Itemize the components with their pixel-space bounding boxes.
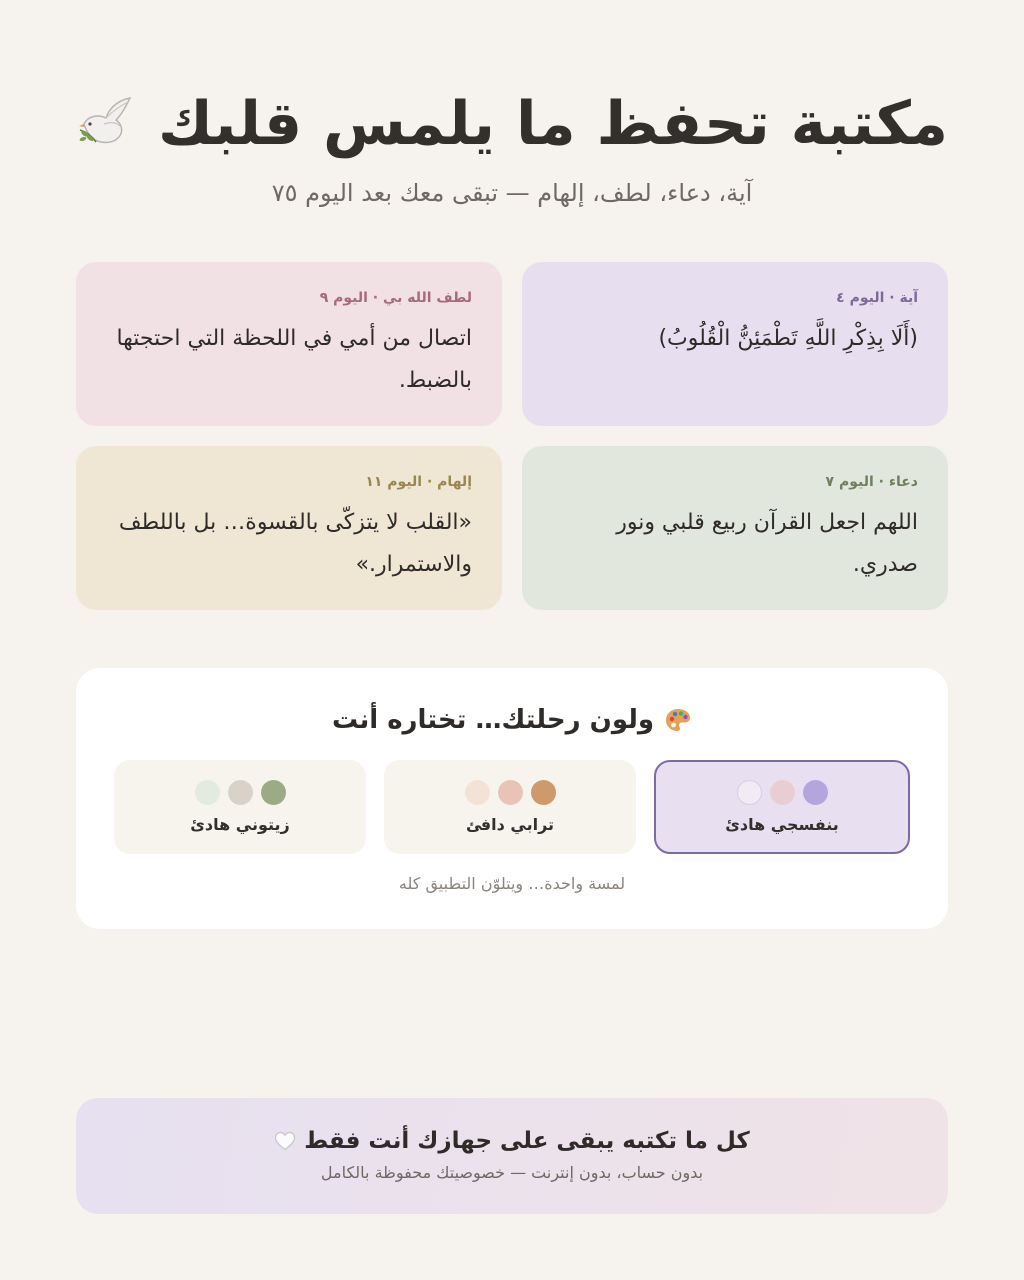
swatch-light bbox=[195, 780, 220, 805]
theme-picker-title-row bbox=[76, 702, 948, 738]
saved-card-verse[interactable] bbox=[522, 262, 948, 426]
dove-icon bbox=[76, 94, 136, 154]
palette-icon bbox=[664, 706, 692, 734]
swatch-light bbox=[737, 780, 762, 805]
theme-option-earthy[interactable] bbox=[384, 760, 636, 854]
page-title: مكتبة تحفظ ما يلمس قلبك bbox=[157, 89, 949, 159]
saved-items-grid bbox=[76, 262, 948, 610]
white-heart-icon bbox=[274, 1131, 296, 1151]
color-swatches bbox=[465, 780, 556, 805]
card-tag: إلهام · اليوم ١١ bbox=[365, 474, 472, 490]
saved-card-dua[interactable] bbox=[522, 446, 948, 610]
theme-option-label: ترابي دافئ bbox=[465, 814, 555, 834]
theme-option-label: زيتوني هادئ bbox=[190, 814, 290, 834]
privacy-title-row bbox=[76, 1126, 948, 1156]
theme-picker-hint: لمسة واحدة… ويتلوّن التطبيق كله bbox=[398, 874, 626, 893]
swatch-light bbox=[465, 780, 490, 805]
color-swatches bbox=[737, 780, 828, 805]
swatch-dark bbox=[531, 780, 556, 805]
card-body: «القلب لا يتزكّى بالقسوة… بل باللطف والاستمرار.» bbox=[118, 510, 472, 577]
card-tag: دعاء · اليوم ٧ bbox=[825, 474, 918, 490]
privacy-banner bbox=[76, 1098, 948, 1214]
swatch-mid bbox=[770, 780, 795, 805]
page-subtitle: آية، دعاء، لطف، إلهام — تبقى معك بعد اليوم ٧٥ bbox=[271, 179, 753, 207]
swatch-mid bbox=[228, 780, 253, 805]
swatch-mid bbox=[498, 780, 523, 805]
card-body: (أَلَا بِذِكْرِ اللَّهِ تَطْمَئِنُّ الْقُلُوبُ) bbox=[658, 326, 918, 351]
theme-picker-title: ولون رحلتك… تختاره أنت bbox=[331, 705, 655, 735]
color-swatches bbox=[195, 780, 286, 805]
swatch-dark bbox=[803, 780, 828, 805]
swatch-dark bbox=[261, 780, 286, 805]
card-body: اللهم اجعل القرآن ربيع قلبي ونور صدري. bbox=[616, 510, 918, 577]
saved-card-kindness[interactable] bbox=[76, 262, 502, 426]
card-tag: لطف الله بي · اليوم ٩ bbox=[319, 290, 472, 306]
hero-title-row bbox=[0, 88, 1024, 160]
theme-options bbox=[114, 760, 910, 854]
theme-option-violet[interactable] bbox=[654, 760, 910, 854]
privacy-subtitle: بدون حساب، بدون إنترنت — خصوصيتك محفوظة بالكامل bbox=[320, 1163, 704, 1182]
saved-card-inspiration[interactable] bbox=[76, 446, 502, 610]
theme-option-label: بنفسجي هادئ bbox=[725, 814, 839, 834]
card-tag: آية · اليوم ٤ bbox=[836, 290, 918, 306]
privacy-title: كل ما تكتبه يبقى على جهازك أنت فقط bbox=[304, 1128, 750, 1154]
theme-picker-panel bbox=[76, 668, 948, 929]
hero-section bbox=[0, 88, 1024, 210]
theme-option-olive[interactable] bbox=[114, 760, 366, 854]
card-body: اتصال من أمي في اللحظة التي احتجتها بالضبط. bbox=[116, 326, 472, 393]
